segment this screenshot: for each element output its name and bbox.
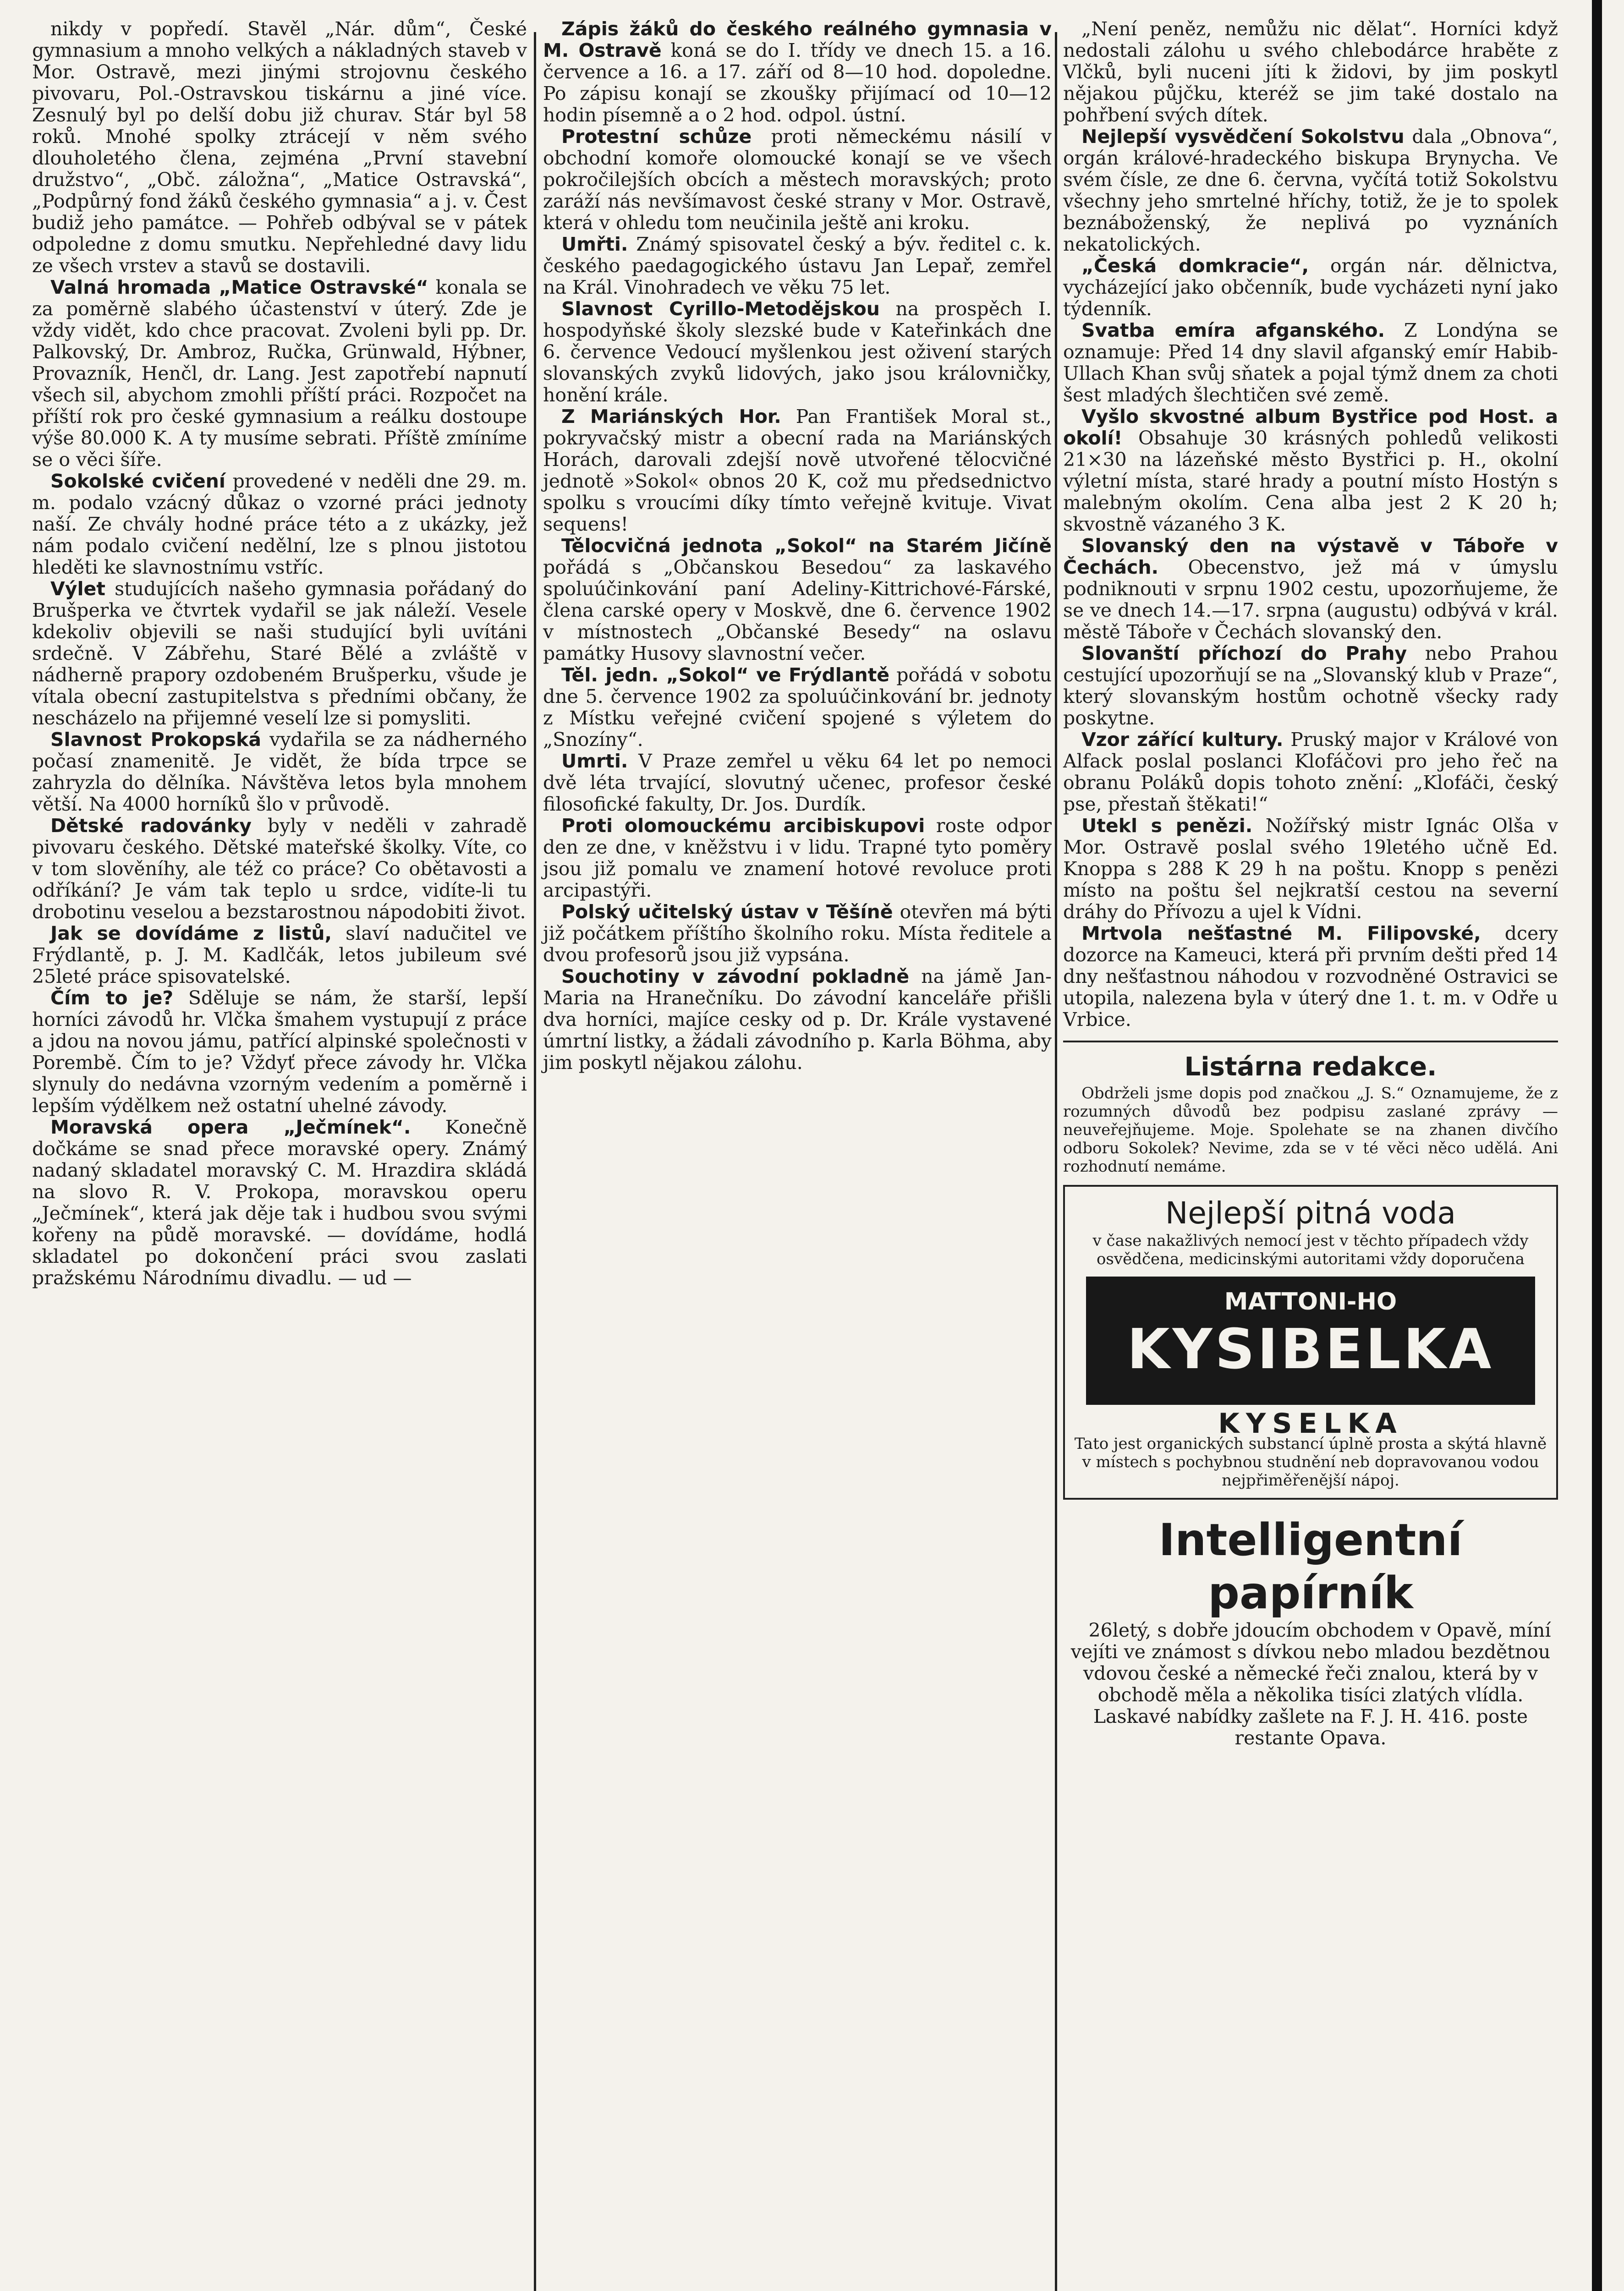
article-paragraph — [32, 578, 527, 729]
article-text: na prospěch I. hospodyňské školy slezské bude v Kateřinkách dne 6. července Vedoucí myšlenkou jest oživení starých slovanských zvyků lidových, jako jsou královničky, honění krále. — [543, 298, 1052, 406]
article-lead: Moravská opera „Ječmínek“. — [50, 1116, 411, 1138]
article-paragraph — [1063, 126, 1558, 255]
article-lead: „Česká domkracie“, — [1081, 255, 1309, 277]
article-text: Nožířský mistr Ignác Olša v Mor. Ostravě poslal svého 19letého učně Ed. Knoppa s 288 K 29 h na poštu. Knopp s penězi místo na poštu šel nejkratší cestou na severní dráhy do Přívozu a ujel k Vídni. — [1063, 815, 1558, 923]
article-paragraph — [32, 987, 527, 1117]
advert-papirnik-text: 26letý, s dobře jdoucím obchodem v Opavě, míní vejíti ve známost s dívkou nebo mladou bezdětnou vdovou české a německé řeči znalou, která by v obchodě měla a několika tisíci zlatých vlídla. Laskavé nabídky zašlete na F. J. H. 416. poste restante Opava. — [1070, 1619, 1551, 1749]
article-paragraph — [543, 751, 1052, 815]
article-text: Z Londýna se oznamuje: Před 14 dny slavil afganský emír Habib-Ullach Khan svůj sňatek a pojal týmž dnem za choti šest mladých šlechtičen své země. — [1063, 319, 1558, 406]
article-lead: Z Mariánských Hor. — [561, 406, 781, 428]
article-lead: Souchotiny v závodní pokladně — [561, 965, 910, 987]
advert-kyselka-title: Nejlepší pitná voda — [1165, 1195, 1456, 1231]
article-text: konala se za poměrně slabého účastenství v úterý. Zde je vždy vidět, kdo chce pracovat. Zvoleni byli pp. Dr. Palkovský, Dr. Ambroz, Ručka, Grünwald, Hýbner, Provazník, Henčl, dr. Lang. Jest zapotřebí napnutí všech sil, abychom zmohli příští práci. Rozpočet na příští rok pro české gymnasium a reálku dostoupe výše 80.000 K. A ty musíme sebrati. Příště zmíníme se o věci šíře. — [32, 276, 527, 471]
article-lead: Polský učitelský ústav v Těšíně — [561, 901, 893, 923]
article-text: proti německému násilí v obchodní komoře olomoucké konají se ve všech pokročilejších obcích a městech moravských; proto zaráží nás nevšímavost české strany v Mor. Ostravě, která v ohledu tom neučinila ještě ani kroku. — [543, 126, 1052, 234]
advert-papirnik-title: Intelligentní papírník — [1158, 1514, 1463, 1619]
divider — [1063, 1041, 1558, 1042]
article-text: otevřen má býti již počátkem příštího školního roku. Místa ředitele a dvou profesorů jsou již vypsána. — [543, 901, 1052, 966]
article-lead: Slovanský den na výstavě v Táboře v Čechách. — [1063, 535, 1558, 578]
article-lead: Zápis žáků do českého reálného gymnasia v M. Ostravě — [543, 18, 1052, 61]
column-rule — [1055, 32, 1057, 2291]
listarna-title: Listárna redakce. — [1184, 1052, 1437, 1082]
article-text: Pruský major v Králové von Alfack poslal poslanci Klofáčovi pro jeho řeč na obranu Poláků dopis tohoto znění: „Klofáči, český pse, přestaň štěkati!“ — [1063, 729, 1558, 815]
article-paragraph — [543, 966, 1052, 1074]
article-lead: Jak se dovídáme z listů, — [50, 922, 332, 944]
article-lead: Umrti. — [561, 750, 628, 772]
article-text: provedené v neděli dne 29. m. m. podalo vzácný důkaz o vzorné práci jednoty naší. Ze chvály hodné práce této a z ukázky, jež nám podalo cvičení nedělní, lze s plnou jistotou hleděti ke slavnostnímu vstříc. — [32, 470, 527, 578]
kyselka-logo-small: MATTONI-HO — [1224, 1288, 1397, 1315]
column-right-articles — [1063, 18, 1558, 1030]
article-text: vydařila se za nádherného počasí znamenitě. Je vidět, že bída trpce se zahryzla do dělníka. Návštěva letos byla mnohem větší. Na 4000 horníků šlo v průvodě. — [32, 729, 527, 815]
article-lead: Valná hromada „Matice Ostravské“ — [50, 276, 428, 298]
article-lead: Slavnost Prokopská — [50, 729, 262, 751]
page-edge-shadow — [1592, 0, 1602, 2291]
column-rule — [534, 32, 536, 2291]
article-text: pořádá v sobotu dne 5. července 1902 za spoluúčinkování br. jednoty z Místku veřejné cvičení spojené s výletem do „Snozíny“. — [543, 664, 1052, 751]
article-paragraph — [543, 298, 1052, 406]
article-paragraph — [1063, 729, 1558, 815]
article-lead: Utekl s penězi. — [1081, 815, 1253, 837]
advert-kyselka-footer: Tato jest organických substancí úplně prosta a skýtá hlavně v místech s pochybnou studnění neb dopravovanou vodou nejpřiměřenější nápoj. — [1074, 1435, 1547, 1490]
article-text: Obsahuje 30 krásných pohledů velikosti 21×30 na lázeňské město Bystřici p. H., okolní výletní místa, staré hrady a poutní místo Hostýn s malebným okolím. Cena alba jest 2 K 20 h; skvostně vázaného 3 K. — [1063, 427, 1558, 535]
article-text: nebo Prahou cestující upozorňují se na „Slovanský klub v Praze“, který slovanským hostům ochotně všecky rady poskytne. — [1063, 642, 1558, 729]
article-paragraph — [32, 277, 527, 471]
article-lead: Sokolské cvičení — [50, 470, 225, 492]
article-lead: Mrtvola nešťastné M. Filipovské, — [1081, 922, 1481, 944]
article-paragraph — [543, 664, 1052, 751]
article-text: na jámě Jan-Maria na Hranečníku. Do závodní kanceláře přišli dva horníci, majíce cesky od p. Dr. Krále vystavené úmrtní listky, a žádali závodního p. Karla Böhma, aby jim poskytl nějakou zálohu. — [543, 965, 1052, 1074]
article-paragraph — [543, 535, 1052, 664]
article-text: Sděluje se nám, že starší, lepší horníci závodů hr. Vlčka šmahem vystupují z práce a jdou na novou jámu, patřící alpinské společnosti v Porembě. Čím to je? Vždyť přece závody hr. Vlčka slynuly do nedávna vzorným vedením a poměrně i lepším výdělkem než ostatní uhelné závody. — [32, 987, 527, 1117]
article-text: studujících našeho gymnasia pořádaný do Brušperka ve čtvrtek vydařil se jak náleží. Vesele kdekoliv objevili se naši studující byli uvítáni srdečně. V Zábřehu, Staré Bělé a zvláště v nádherně prapory ozdobeném Brušperku, všude je vítala obecní zastupitelstva s předními občany, že nescházelo na přijemné veselí lze si pomysliti. — [32, 578, 527, 729]
article-paragraph — [543, 126, 1052, 234]
kyselka-logo — [1086, 1277, 1535, 1405]
article-paragraph — [32, 18, 527, 277]
article-paragraph — [32, 923, 527, 987]
article-lead: Tělocvičná jednota „Sokol“ na Starém Jičíně — [561, 535, 1052, 557]
article-paragraph — [1063, 815, 1558, 923]
article-lead: Slavnost Cyrillo-Metodějskou — [561, 298, 880, 320]
column-right — [1063, 18, 1558, 1749]
article-paragraph — [32, 729, 527, 815]
article-text: Obecenstvo, jež má v úmyslu podniknouti v srpnu 1902 cestu, upozorňujeme, že se ve dnech 14.—17. srpna (augustu) odbývá v král. městě Táboře v Čechách slovanský den. — [1063, 556, 1558, 643]
column-middle — [543, 18, 1052, 1074]
kyselka-logo-big: KYSIBELKA — [1127, 1318, 1494, 1381]
article-lead: Proti olomouckému arcibiskupovi — [561, 815, 925, 837]
article-lead: Čím to je? — [50, 987, 174, 1009]
article-paragraph — [543, 234, 1052, 298]
article-paragraph — [1063, 406, 1558, 535]
article-text: koná se do I. třídy ve dnech 15. a 16. července a 16. a 17. září od 8—10 hod. dopoledne. Po zápisu konají se zkoušky přijímací od 10—12 hodin písemně a o 2 hod. odpol. ústní. — [543, 39, 1052, 126]
article-paragraph — [543, 406, 1052, 535]
article-paragraph — [1063, 18, 1558, 126]
advert-kyselka-text: v čase nakažlivých nemocí jest v těchto případech vždy osvědčena, medicinskými autoritami vždy doporučena — [1092, 1232, 1529, 1268]
article-paragraph — [543, 815, 1052, 901]
listarna-text: Obdrželi jsme dopis pod značkou „J. S.“ Oznamujeme, že z rozumných důvodů bez podpisu zaslané zprávy — neuveřejňujeme. Moje. Spolehate se na zhanen divčího odboru Sokolek? Nevime, zda se v té věci něco udělá. Ani rozhodnutí nemáme. — [1063, 1084, 1558, 1176]
article-paragraph — [543, 901, 1052, 966]
article-text: dala „Obnova“, orgán králové-hradeckého biskupa Brynycha. Ve svém čísle, ze dne 6. června, vyčítá totiž Sokolstvu všechny jeho smrtelné hříchy, totiž, že je to spolek beznáboženský, že neplivá po vyznáních nekatolických. — [1063, 126, 1558, 255]
advert-papirnik — [1063, 1513, 1558, 1749]
article-paragraph — [543, 18, 1052, 126]
article-lead: Slovanští příchozí do Prahy — [1081, 642, 1407, 664]
column-left — [32, 18, 527, 1289]
article-paragraph — [32, 1117, 527, 1289]
article-lead: Vzor zářící kultury. — [1081, 729, 1284, 751]
article-paragraph — [1063, 923, 1558, 1030]
article-paragraph — [1063, 535, 1558, 643]
article-text: nikdy v popředí. Stavěl „Nár. dům“, České gymnasium a mnoho velkých a nákladných staveb v Mor. Ostravě, mezi jinými strojovnu českého pivovaru, Pol.-Ostravskou tiskárnu a jiné více. Zesnulý byl po delší dobu již churav. Stár byl 58 roků. Mnohé spolky ztrácejí v něm svého dlouholetého člena, zejména „První stavební družstvo“, „Obč. záložna“, „Matice Ostravská“, „Podpůrný fond žáků českého gymnasia“ a j. v. Čest budiž jeho památce. — Pohřeb odbýval se v pátek odpoledne z domu smutku. Nepřehledné davy lidu ze všech vrstev a stavů se dostavili. — [32, 18, 527, 277]
article-lead: Vyšlo skvostné album Bystřice pod Host. a okolí! — [1063, 406, 1558, 449]
article-text: pořádá s „Občanskou Besedou“ za laskavého spoluúčinkování paní Adeliny-Kittrichové-Fárské, člena carské opery v Moskvě, dne 6. července 1902 v místnostech „Občanské Besedy“ na oslavu památky Husovy slavnostní večer. — [543, 556, 1052, 664]
article-text: dcery dozorce na Kameuci, která při prvním dešti před 14 dny nešťastnou náhodou v rozvodněné Ostravici se utopila, nalezena byla v úterý dne 1. t. m. v Odře u Vrbice. — [1063, 922, 1558, 1030]
article-text: orgán nár. dělnictva, vycházející jako občenník, bude vycházeti nyní jako týdenník. — [1063, 255, 1558, 320]
article-lead: Protestní schůze — [561, 126, 752, 148]
article-paragraph — [1063, 320, 1558, 406]
article-text: V Praze zemřel u věku 64 let po nemoci dvě léta trvající, slovutný učenec, profesor české filosofické fakulty, Dr. Jos. Durdík. — [543, 750, 1052, 815]
article-lead: Umřti. — [561, 233, 628, 255]
article-paragraph — [32, 471, 527, 578]
article-text: slaví nadučitel ve Frýdlantě, p. J. M. Kadlčák, letos jubileum své 25leté práce spisovatelské. — [32, 922, 527, 987]
article-text: Konečně dočkáme se snad přece moravské opery. Známý nadaný skladatel moravský C. M. Hrazdira skládá na slovo R. V. Prokopa, moravskou operu „Ječmínek“, která jak děje tak i hudbou svou svými kořeny na půdě moravské. — dovídáme, hodlá skladatel po dokončení práci svou zaslati pražskému Národnímu divadlu. — ud — — [32, 1116, 527, 1289]
article-text: Pan František Moral st., pokryvačský mistr a obecní rada na Mariánských Horách, darovali zdejší nově utvořené tělocvičné jednotě »Sokol« obnos 20 K, což mu předsednictvo spolku s vroucími díky tímto veřejně kvituje. Vivat sequens! — [543, 406, 1052, 535]
article-paragraph — [1063, 255, 1558, 320]
article-lead: Svatba emíra afganského. — [1081, 319, 1385, 341]
advert-kyselka — [1063, 1185, 1558, 1500]
article-paragraph — [1063, 643, 1558, 729]
article-text: roste odpor den ze dne, v kněžstvu i v lidu. Trapné tyto poměry jsou již pomalu ve znamení hotové revoluce proti arcipastýři. — [543, 815, 1052, 901]
article-lead: Výlet — [50, 578, 105, 600]
article-text: Známý spisovatel český a býv. ředitel c. k. českého paedagogického ústavu Jan Lepař, zemřel na Král. Vinohradech ve věku 75 let. — [543, 233, 1052, 298]
article-lead: Nejlepší vysvědčení Sokolstvu — [1081, 126, 1405, 148]
article-text: byly v neděli v zahradě pivovaru českého. Dětské mateřské školky. Víte, co v tom slověníhy, ale též co práce? Co obětavosti a odříkání? Je vám tak teplo u srdce, vidíte-li tu drobotinu veselou a bezstarostnou nápodobiti život. — [32, 815, 527, 923]
article-lead: Dětské radovánky — [50, 815, 252, 837]
article-paragraph — [32, 815, 527, 923]
kyselka-sub: KYSELKA — [1218, 1408, 1403, 1440]
article-text: „Není peněz, nemůžu nic dělat“. Horníci když nedostali zálohu u svého chlebodárce hraběte z Vlčků, byli nuceni jíti k židovi, by jim poskytl nějakou půjčku, kteréž se jim také dostalo na pohřbení svých dítek. — [1063, 18, 1558, 126]
article-lead: Těl. jedn. „Sokol“ ve Frýdlantě — [561, 664, 890, 686]
